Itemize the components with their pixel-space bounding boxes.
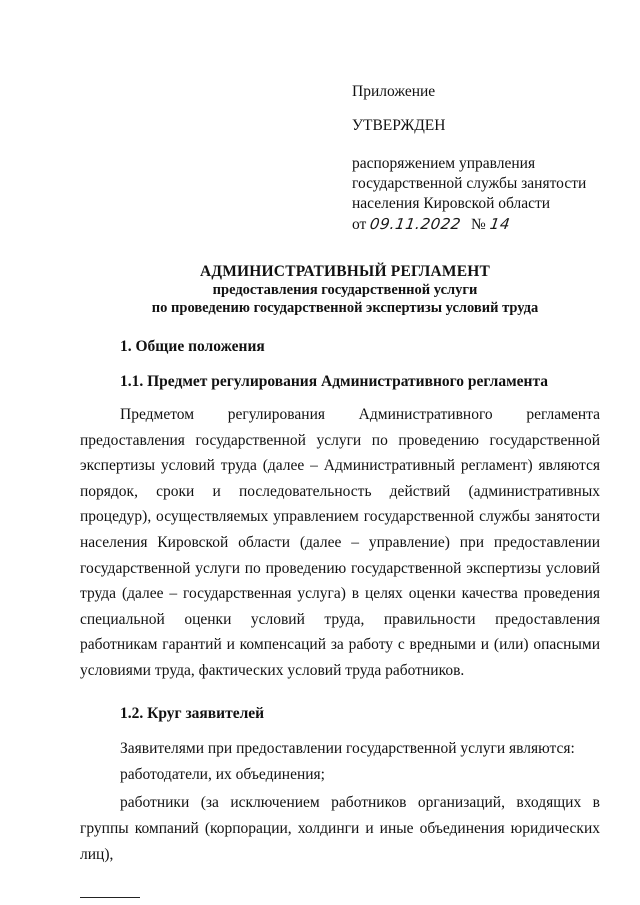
approval-date-line — [352, 214, 622, 235]
approval-line-3: населения Кировской области — [352, 195, 551, 212]
handwritten-number: 14 — [488, 215, 511, 233]
approved-label: УТВЕРЖДЕН — [352, 117, 446, 134]
applicants-workers: работники (за исключением работников организаций, входящих в группы компаний (корпорации, холдинги и иные объединения юридических лиц), — [80, 794, 600, 863]
number-prefix: № — [470, 216, 486, 233]
paragraph-subject — [80, 402, 600, 684]
footnote-rule — [80, 897, 140, 898]
document-title — [60, 262, 630, 317]
approval-block — [352, 82, 622, 235]
title-sub-1: предоставления государственной услуги — [212, 282, 478, 298]
paragraph-subject-text: Предметом регулирования Административного регламента предоставления государственной услуги по проведению государственной экспертизы условий труда (далее – Административный регламент) являются порядок, сроки и последовательность действий (административных процедур), осуществляемых управлением государственной службы занятости населения Кировской области (далее – управление) при предоставлении государственной услуги по проведению государственной экспертизы условий труда (далее – государственная услуга) в целях оценки качества проведения специальной оценки условий труда, правильности предоставления работникам гарантий и компенсаций за работу с вредными и (или) опасными условиями труда, фактических условий труда работников. — [80, 406, 600, 679]
appendix-label: Приложение — [352, 83, 436, 100]
approval-line-1: распоряжением управления — [352, 155, 536, 172]
title-sub-2: по проведению государственной экспертизы условий труда — [151, 300, 539, 316]
approval-line-2: государственной службы занятости — [352, 175, 587, 192]
date-prefix: от — [352, 216, 367, 233]
applicants-employers: работодатели, их объединения; — [120, 766, 325, 783]
section-heading-1-2: 1.2. Круг заявителей — [120, 705, 265, 722]
applicants-intro: Заявителями при предоставлении государственной услуги являются: — [120, 740, 575, 757]
section-heading-1-1: 1.1. Предмет регулирования Административного регламента — [120, 373, 549, 390]
title-main: АДМИНИСТРАТИВНЫЙ РЕГЛАМЕНТ — [199, 263, 491, 280]
handwritten-date: 09.11.2022 — [368, 215, 463, 233]
section-heading-1: 1. Общие положения — [120, 338, 265, 355]
